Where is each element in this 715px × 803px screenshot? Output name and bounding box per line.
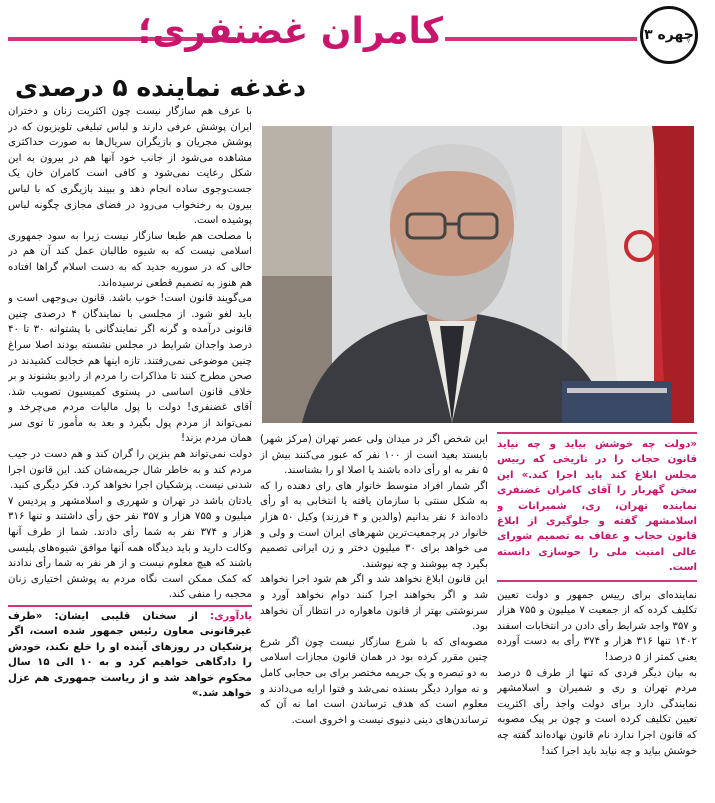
pull-quote: «دولت چه خوشش بیاید و چه نیاید قانون حجاب را در تاریخی که رییس مجلس ابلاغ کند باید اجرا کند.» این سخن گهربار را آقای کامران غضنفری نماینده تهران، ری، شمیرانات و اسلامشهر گفته و جلوگیری از ابلاغ قانون حجاب و عفاف به تصمیم شورای عالی امنیت ملی را جوسازی دانسته است. — [497, 432, 697, 582]
middle-column — [260, 432, 488, 800]
section-badge: چهره ۳ — [640, 6, 698, 64]
paragraph: با مصلحت هم طبعا سازگار نیست زیرا به سود جمهوری اسلامی نیست که به شیوه طالبان عمل کند آن هم در حالی که در سوریه جدید که به دست اسلام گراها افتاده هم هنوز به تصمیم قطعی نرسیده‌اند. — [8, 230, 252, 289]
reminder-label: یادآوری: — [210, 611, 252, 622]
paragraph: مصوبه‌ای که با شرع سازگار نیست چون اگر شرع چنین مقرر کرده بود در همان قانون مجازات اسلامی به دو تبصره و یک جریمه مختصر برای بی حجابی کامل و نه موارد دیگر بسنده نمی‌شد و فتوا ارایه می‌دادند و معلوم است که هدف ترساندن است اما نه آن که ترساندن‌های دینی دنیوی نیست و اخروی است. — [260, 636, 488, 726]
paragraph: این شخص اگر در میدان ولی عصر تهران (مرکز شهر) بایستد بعید است از ۱۰۰ نفر که عبور می‌کنند بیش از ۵ نفر به او رأی داده باشند یا اصلا او را بشناسند. — [260, 434, 488, 477]
reminder-text: از سخنان قلیبی ایشان: «طرف غیرقانونی معاون رئیس جمهور شده است، اگر پزشکیان در روزهای آینده او را خلع نکند، خودش را دادگاهی خواهیم کرد و به ۱۰ الی ۱۵ سال محکوم خواهد شد و از ریاست جمهوری هم عزل خواهد شد.» — [8, 611, 252, 700]
paragraph: این قانون ابلاغ نخواهد شد و اگر هم شود اجرا نخواهد شد و اگر بخواهند اجرا کنند دوام نخواهد آورد و سرنوشتی بهتر از قانون ماهواره در انتظار آن نخواهد بود. — [260, 574, 488, 633]
article-header — [0, 0, 715, 66]
paragraph: می‌گویند قانون است! خوب باشد. قانون بی‌وجهی است و باید لغو شود. از مجلسی با نمایندگان ۴ درصدی چنین قانونی درآمده و گرنه اگر نمایندگانی با پشتوانه ۳۰ تا ۴۰ درصد واجدان شرایط در مجلس نشسته بودند اصلا سراغ چنین موضوعی نمی‌رفتند. تازه اینها هم خجالت کشیدند در صحن مطرح کنند تا مذاکرات را مردم از رادیو بشنوند و بر خلاف قانون اساسی در پستوی کمیسیون تصویب شد. آقای غضنفری! دولت با پول مالیات مردم می‌چرخد و نمی‌تواند از مردم پول بگیرد و بعد به مأمور تا توی سر همان مردم بزند! — [8, 293, 252, 445]
reminder-box — [8, 605, 252, 701]
paragraph: یادتان باشد در تهران و شهرری و اسلامشهر و پردیس ۷ میلیون و ۷۵۵ هزار و ۳۵۷ نفر حق رأی داشتند و تنها ۳۱۶ هزار و ۳۷۴ نفر به شما رأی دادند. شما از طرف آنها وکالت دارید و باید دیدگاه همه آنها موافق شیوه‌های پلیسی باشند که هیچ معلوم نیست و از هر نفر به شما رأی ندادند که کمک ممکن است نگاه مردم به پوشش اختیاری زنان محجبه را منفی کند. — [8, 495, 252, 601]
right-column — [497, 432, 697, 800]
article-subhead: دغدغه نماینده ۵ درصدی — [14, 73, 306, 102]
header-rule-right — [445, 37, 637, 41]
paragraph: اگر شمار افراد متوسط خانوار های رای دهنده را که به شکل سنتی با سازمان یافته یا انتخابی به او رأی داده‌اند ۶ نفر بدانیم (والدین و ۴ فرزند) وکیل ۵۰ هزار خانوار در پرجمعیت‌ترین شهرهای ایران است و ولی و می خواهد برای ۳۰ میلیون دختر و زن ایرانی تصمیم بگیرد چه بپوشند و چه نپوشند. — [260, 480, 488, 570]
paragraph: با عرف هم سازگار نیست چون اکثریت زنان و دختران ایران پوشش عرفی دارند و لباس تبلیغی تلویزیون که در پوشش مجریان و بازیگران سریال‌ها به صورت حداکثری مشاهده می‌شود از جانب خود آنها هم در بیرون به این شکل رعایت نمی‌شود و کافی است کامران خان یک جست‌وجوی ساده انجام دهد و ببیند بازیگری که با لباس بیرون به رختخواب می‌رود در فضای مجازی چگونه لباس پوشیده است. — [8, 106, 252, 227]
portrait-illustration — [262, 126, 694, 423]
article-headline: کامران غضنفری؛ — [137, 11, 443, 52]
left-column — [8, 104, 252, 796]
paragraph: به بیان دیگر فردی که تنها از طرف ۵ درصد مردم تهران و ری و شمیران و اسلامشهر نمایندگی دارد برای دولت واجد رأی اکثریت تعیین تکلیف کرده است و چون بر پیک مصوبه که قانون اجرا ندارد نام قانون نهاده‌اند گفته چه خوشش بیاید و چه نیاید باید اجرا کند! — [497, 667, 697, 757]
paragraph: دولت نمی‌تواند هم بنزین را گران کند و هم دست در جیب مردم کند و به خاطر شال جریمه‌شان کند. این قانون اجرا شدنی نیست. پزشکیان اجرا نخواهد کرد. فکر دیگری کنید. — [8, 449, 252, 492]
portrait-photo — [262, 126, 694, 423]
paragraph: نماینده‌ای برای رییس جمهور و دولت تعیین تکلیف کرده که از جمعیت ۷ میلیون و ۷۵۵ هزار و ۳۵۷ واجد شرایط رأی دادن در انتخابات اسفند ۱۴۰۲ تنها ۳۱۶ هزار و ۳۷۴ رأی به دست آورده یعنی کمتر از ۵ درصد! — [497, 589, 697, 664]
